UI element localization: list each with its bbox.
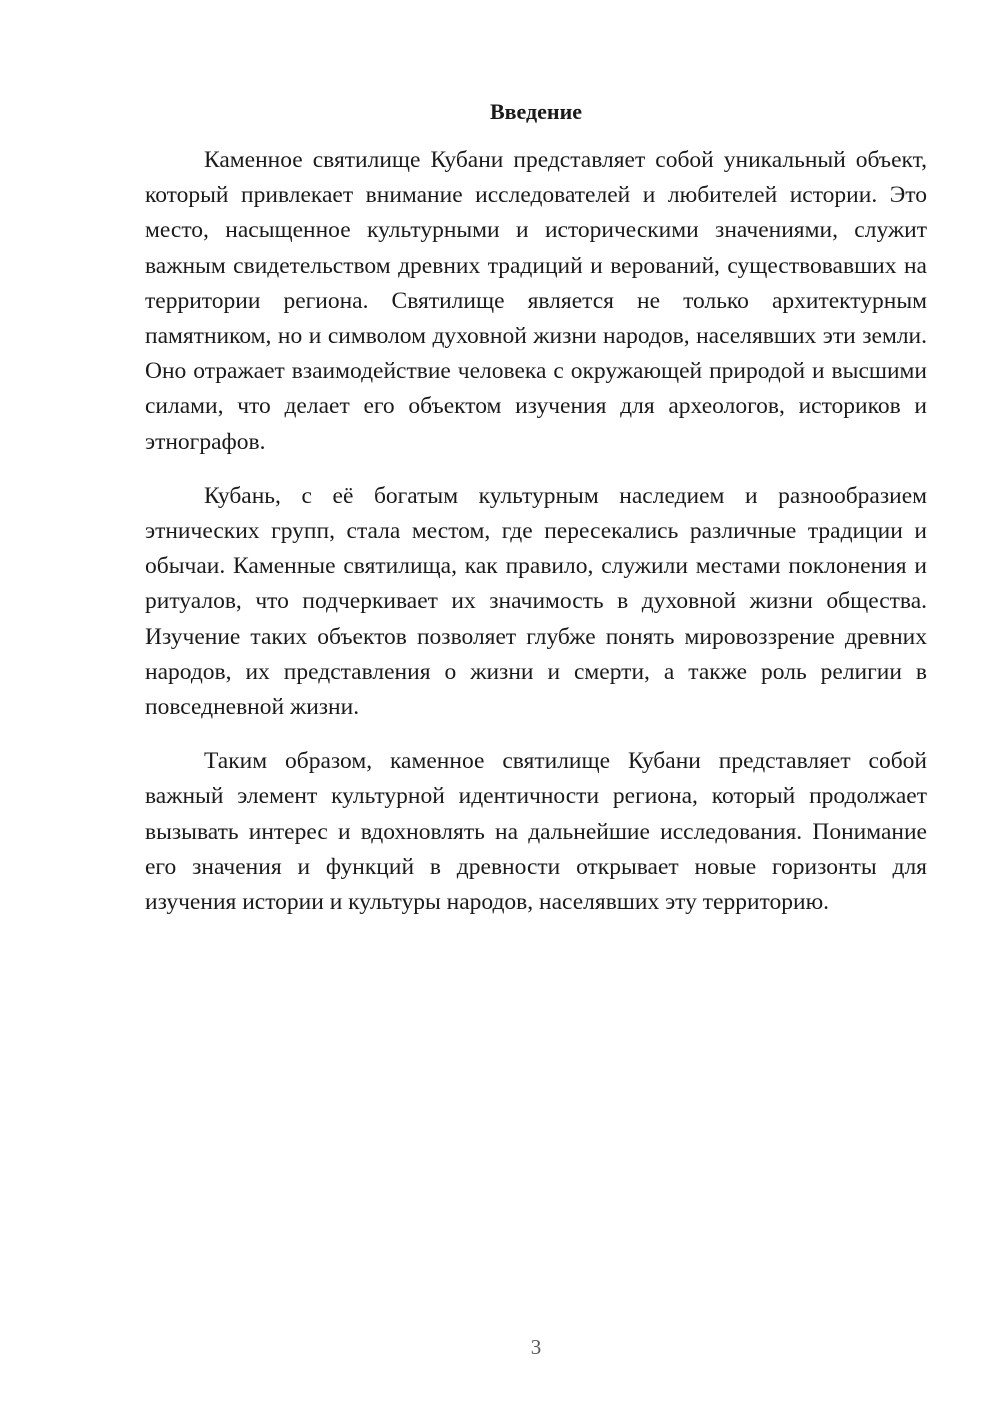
- page-number: 3: [530, 1335, 542, 1359]
- paragraph-2: Кубань, с её богатым культурным наследием и разнообразием этнических групп, стала местом, где пересекались различные традиции и обычаи. Каменные святилища, как правило, служили местами поклонения и ритуалов, что подчеркивает их значимость в духовной жизни общества. Изучение таких объектов позволяет глубже понять мировоззрение древних народов, их представления о жизни и смерти, а также роль религии в повседневной жизни.: [145, 482, 927, 721]
- section-heading: Введение: [489, 99, 583, 124]
- paragraph-3: Таким образом, каменное святилище Кубани представляет собой важный элемент культурной идентичности региона, который продолжает вызывать интерес и вдохновлять на дальнейшие исследования. Понимание его значения и функций в древности открывает новые горизонты для изучения истории и культуры народов, населявших эту территорию.: [145, 748, 927, 916]
- paragraph-1: Каменное святилище Кубани представляет собой уникальный объект, который привлекает внимание исследователей и любителей истории. Это место, насыщенное культурными и историческими значениями, служит важным свидетельством древних традиций и верований, существовавших на территории региона. Святилище является не только архитектурным памятником, но и символом духовной жизни народов, населявших эти земли. Оно отражает взаимодействие человека с окружающей природой и высшими силами, что делает его объектом изучения для археологов, историков и этнографов.: [145, 147, 927, 455]
- body-text: [145, 143, 927, 939]
